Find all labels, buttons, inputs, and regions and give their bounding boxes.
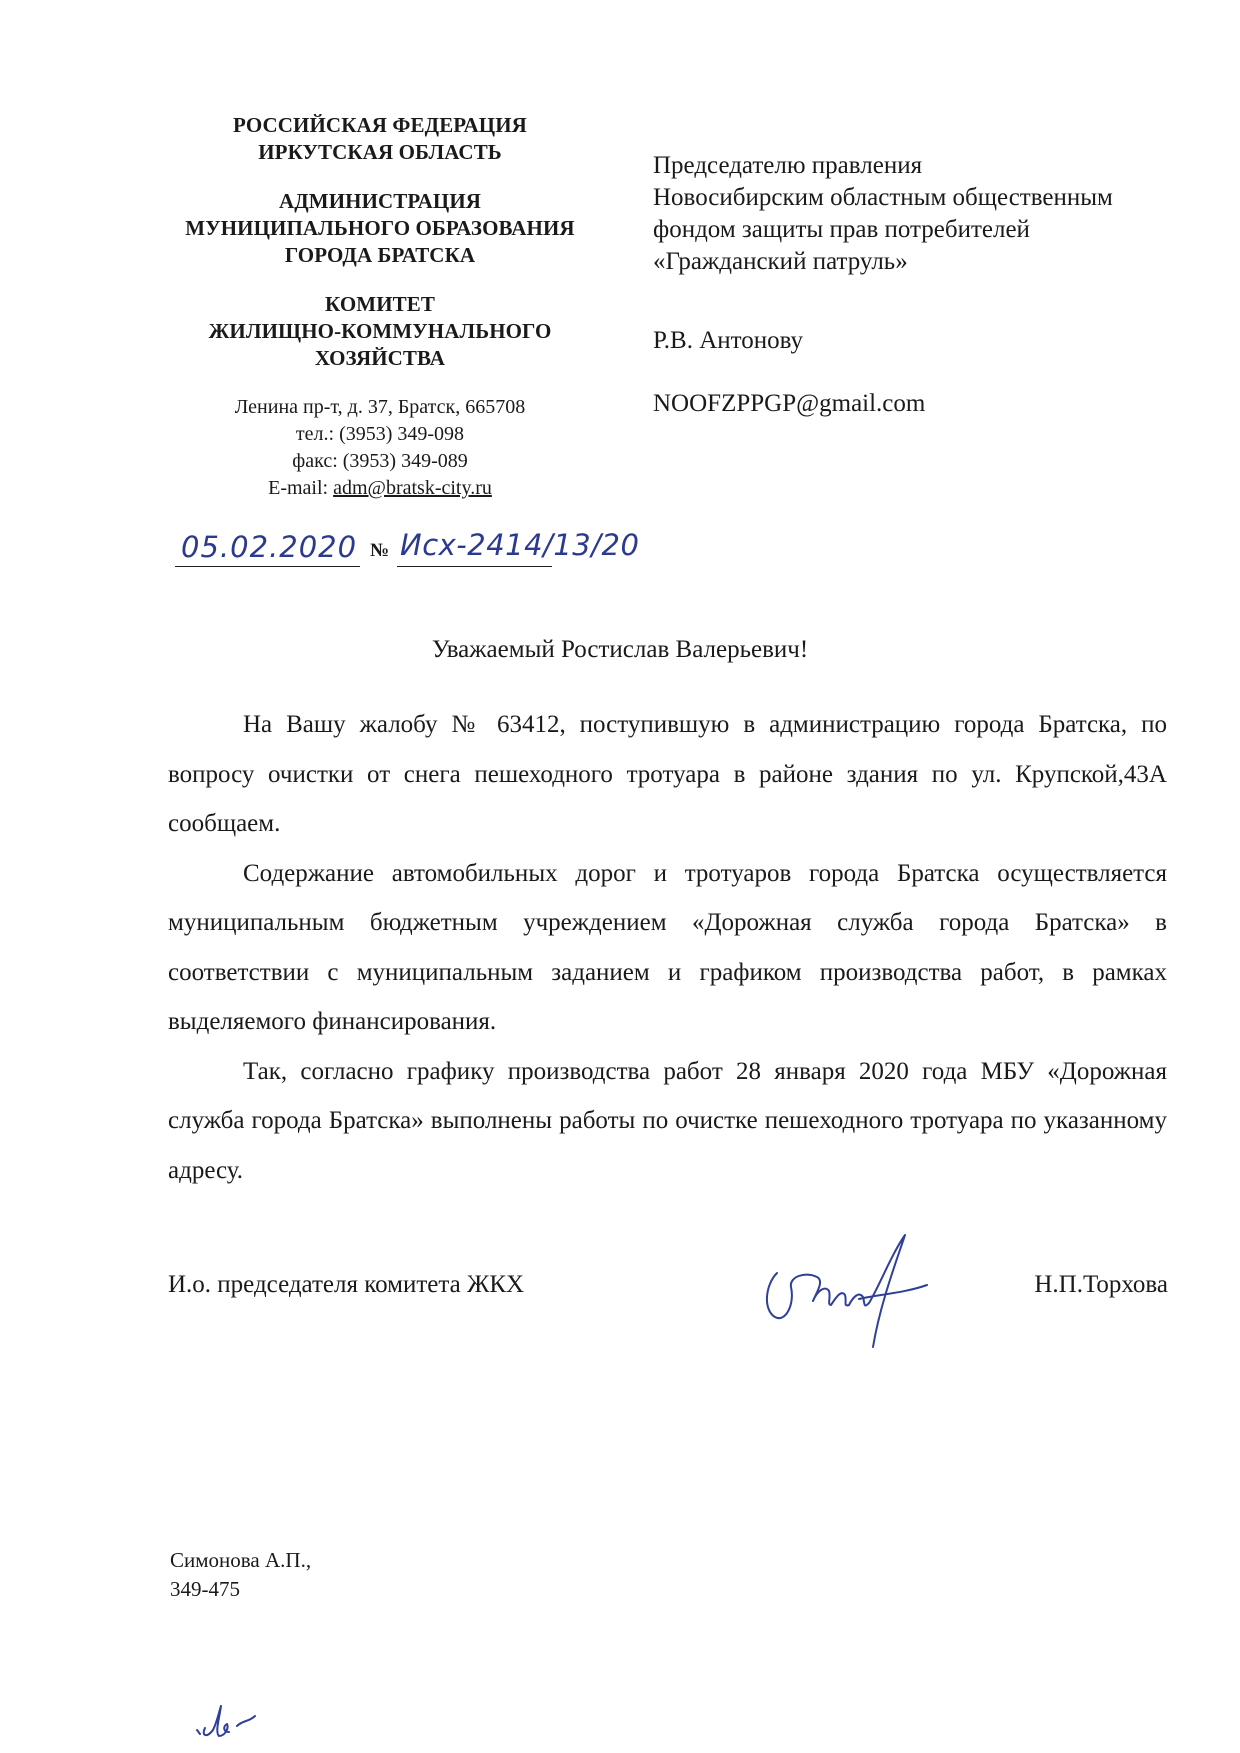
recipient-block [653,150,1193,420]
sender-email-label: E-mail: [268,477,334,499]
sender-admin-line: АДМИНИСТРАЦИЯ [278,189,482,213]
executor-name: Симонова А.П., [170,1548,312,1572]
signature-row [168,1271,1168,1331]
letter-body [168,700,1167,1195]
sender-committee-line: КОМИТЕТ [325,292,435,316]
sender-committee-line: ХОЗЯЙСТВА [314,346,446,370]
sender-region: ИРКУТСКАЯ ОБЛАСТЬ [258,140,502,164]
signature-name: Н.П.Торхова [1034,1271,1168,1298]
sender-fax: факс: (3953) 349-089 [292,450,468,472]
letter-paragraph: Содержание автомобильных дорог и тротуаров города Братска осуществляется муниципальным бюджетным учреждением «Дорожная служба города Братска» в соответствии с муниципальным заданием и графиком производства работ, в рамках выделяемого финансирования. [168,859,1167,1035]
letter-paragraph: Так, согласно графику производства работ 28 января 2020 года МБУ «Дорожная служба города Братска» выполнены работы по очистке пешеходного тротуара по указанному адресу. [168,1057,1167,1184]
recipient-line: «Гражданский патруль» [653,248,908,275]
sender-email-row [155,475,605,502]
sender-email-link[interactable]: adm@bratsk-city.ru [333,477,492,499]
registration-number-underline [397,566,552,567]
recipient-line: Председателю правления [653,152,923,179]
registration-number: Исх-2414/13/20 [400,528,640,562]
registration-number-sign: № [370,540,390,561]
recipient-email[interactable]: NOOFZPPGP@gmail.com [653,390,926,417]
executor-phone: 349-475 [170,1577,240,1601]
recipient-name: Р.В. Антонову [653,327,804,354]
executor-block [170,1546,311,1604]
registration-date: 05.02.2020 [181,530,358,564]
handwritten-mark-icon [193,1700,273,1740]
signature-title: И.о. председателя комитета ЖКХ [168,1271,525,1298]
sender-committee-line: ЖИЛИЩНО-КОММУНАЛЬНОГО [208,319,552,343]
registration-line [175,528,640,572]
letter-paragraph: На Вашу жалобу № 63412, поступившую в администрацию города Братска, по вопросу очистки от снега пешеходного тротуара в районе здания по ул. Крупской,43А сообщаем. [168,711,1167,837]
registration-date-underline [175,566,360,567]
recipient-line: Новосибирским областным общественным [653,184,1113,211]
sender-phone: тел.: (3953) 349-098 [295,423,465,445]
sender-block [155,112,605,502]
sender-address: Ленина пр-т, д. 37, Братск, 665708 [234,396,526,418]
sender-admin-line: ГОРОДА БРАТСКА [284,243,476,267]
recipient-line: фондом защиты прав потребителей [653,216,1030,243]
letter-greeting: Уважаемый Ростислав Валерьевич! [431,636,809,663]
sender-country: РОССИЙСКАЯ ФЕДЕРАЦИЯ [233,113,527,137]
sender-admin-line: МУНИЦИПАЛЬНОГО ОБРАЗОВАНИЯ [185,216,575,240]
